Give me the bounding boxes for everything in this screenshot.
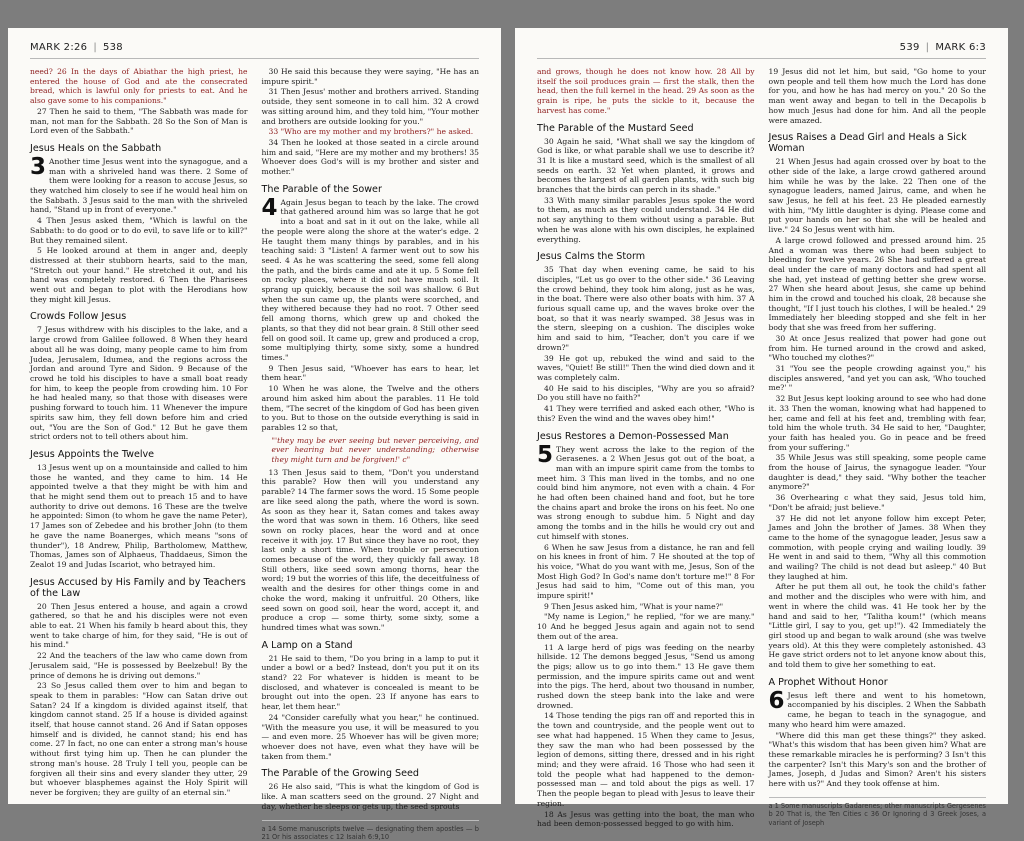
section-heading: Jesus Restores a Demon-Possessed Man: [537, 430, 729, 442]
verse-paragraph: 18 As Jesus was getting into the boat, the man who had been demon-possessed begged to go with him.: [537, 809, 755, 829]
verse-paragraph: 6 When he saw Jesus from a distance, he ran and fell on his knees in front of him. 7 He shouted at the top of his voice, "What do you want with me, Jesus, Son of the Most High God? In God's name don't torture me!" 8 For Jesus had said to him, "Come out of this man, you impure spirit!": [537, 542, 755, 601]
text-column: [30, 67, 248, 797]
verse-paragraph: 9 Then Jesus said, "Whoever has ears to hear, let them hear.": [261, 363, 479, 383]
verse-paragraph: 14 Those tending the pigs ran off and reported this in the town and countryside, and the people went out to see what had happened. 15 When they came to Jesus, they saw the man who had been possessed by the legion of demons, sitting there, dressed and in his right mind; and they were afraid. 16 Those who had seen it told the people what had happened to the demon-possessed man — and told about the pigs as well. 17 Then the people began to plead with Jesus to leave their region.: [537, 711, 755, 808]
chapter-number: 3: [30, 153, 47, 180]
verse-paragraph: 37 He did not let anyone follow him except Peter, James and John the brother of James. 38 When they came to the home of the synagogue leader, Jesus saw a commotion, with people crying and wailing loudly. 39 He went in and said to them, "Why all this commotion and wailing? The child is not dead but asleep." 40 But they laughed at him.: [768, 513, 986, 581]
verse-paragraph: 13 Then Jesus said to them, "Don't you understand this parable? How then will you understand any parable? 14 The farmer sows the word. 15 Some people are like seed along the path, where the word is sown. As soon as they hear it, Satan comes and takes away the word that was sown in them. 16 Others, like seed sown on rocky places, hear the word and at once receive it with joy. 17 But since they have no root, they last only a short time. When trouble or persecution comes because of the word, they quickly fall away. 18 Still others, like seed sown among thorns, hear the word; 19 but the worries of this life, the deceitfulness of wealth and the desires for other things come in and choke the word, making it unfruitful. 20 Others, like seed sown on good soil, hear the word, accept it, and produce a crop — some thirty, some sixty, some a hundred times what was sown.": [261, 467, 479, 632]
verse-paragraph: 41 They were terrified and asked each other, "Who is this? Even the wind and the waves obey him!": [537, 404, 755, 423]
header-reference: MARK 6:3: [935, 41, 986, 53]
verse-paragraph: 30 At once Jesus realized that power had gone out from him. He turned around in the crowd and asked, "Who touched my clothes?": [768, 333, 986, 363]
verse-paragraph: 19 Jesus did not let him, but said, "Go home to your own people and tell them how much the Lord has done for you, and how he has had mercy on you." 20 So the man went away and began to tell in the Decapolis b how much Jesus had done for him. And all the people were amazed.: [768, 67, 986, 125]
verse-paragraph: 39 He got up, rebuked the wind and said to the waves, "Quiet! Be still!" Then the wind died down and it was completely calm.: [537, 353, 755, 382]
verse-paragraph: need? 26 In the days of Abiathar the high priest, he entered the house of God and ate the consecrated bread, which is lawful only for priests to eat. And he also gave some to his companions.": [30, 67, 248, 106]
verse-paragraph: 40 He said to his disciples, "Why are you so afraid? Do you still have no faith?": [537, 383, 755, 403]
verse-paragraph: A large crowd followed and pressed around him. 25 And a woman was there who had been subject to bleeding for twelve years. 26 She had suffered a great deal under the care of many doctors and had spent all she had, yet instead of getting better she grew worse. 27 When she heard about Jesus, she came up behind him in the crowd and touched his cloak, 28 because she thought, "If I just touch his clothes, I will be healed." 29 Immediately her bleeding stopped and she felt in her body that she was freed from her suffering.: [768, 235, 986, 333]
section-heading: A Lamp on a Stand: [261, 639, 353, 651]
chapter-paragraph: [30, 153, 248, 215]
section-heading: Jesus Raises a Dead Girl and Heals a Sick Woman: [768, 132, 967, 155]
verse-paragraph: 11 A large herd of pigs was feeding on the nearby hillside. 12 The demons begged Jesus, "Send us among the pigs; allow us to go into them." 13 He gave them permission, and the impure spirits came out and went into the pigs. The herd, about two thousand in number, rushed down the steep bank into the lake and were drowned.: [537, 642, 755, 710]
verse-paragraph: 35 That day when evening came, he said to his disciples, "Let us go over to the other side." 36 Leaving the crowd behind, they took him along, just as he was, in the boat. There were also other boats with him. 37 A furious squall came up, and the waves broke over the boat, so that it was nearly swamped. 38 Jesus was in the stern, sleeping on a cushion. The disciples woke him and said to him, "Teacher, don't you care if we drown?": [537, 265, 755, 352]
verse-paragraph: 21 He said to them, "Do you bring in a lamp to put it under a bowl or a bed? Instead, don't you put it on its stand? 22 For whatever is hidden is meant to be disclosed, and whatever is concealed is meant to be brought out into the open. 23 If anyone has ears to hear, let them hear.": [261, 653, 479, 712]
verse-paragraph: "My name is Legion," he replied, "for we are many." 10 And he begged Jesus again and again not to send them out of the area.: [537, 612, 755, 641]
section-heading: Jesus Heals on the Sabbath: [30, 142, 162, 154]
verse-paragraph: 20 Then Jesus entered a house, and again a crowd gathered, so that he and his disciples were not even able to eat. 21 When his family b heard about this, they went to take charge of him, for they said, "He is out of his mind.": [30, 601, 248, 650]
verse-text: Again Jesus began to teach by the lake. The crowd that gathered around him was so large that he got into a boat and sat in it out on the lake, while all the people were along the shore at the water's edge. 2 He taught them many things by parables, and in his teaching said: 3 "Listen! A farmer went out to sow his seed. 4 As he was scattering the seed, some fell along the path, and the birds came and ate it up. 5 Some fell on rocky places, where it did not have much soil. It sprang up quickly, because the soil was shallow. 6 But when the sun came up, the plants were scorched, and they withered because they had no root. 7 Other seed fell among thorns, which grew up and choked the plants, so that they did not bear grain. 8 Still other seed fell on good soil. It came up, grew and produced a crop, some multiplying thirty, some sixty, some a hundred times.": [261, 197, 479, 362]
verse-paragraph: 10 When he was alone, the Twelve and the others around him asked him about the parables. 11 He told them, "The secret of the kingdom of God has been given to you. But to those on the outside everything is said in parables 12 so that,: [261, 384, 479, 432]
verse-paragraph: 32 But Jesus kept looking around to see who had done it. 33 Then the woman, knowing what had happened to her, came and fell at his feet and, trembling with fear, told him the whole truth. 34 He said to her, "Daughter, your faith has healed you. Go in peace and be freed from your suffering.": [768, 394, 986, 452]
chapter-number: 6: [768, 687, 785, 714]
verse-paragraph: 13 Jesus went up on a mountainside and called to him those he wanted, and they came to him. 14 He appointed twelve a that they might be with him and that he might send them out to preach 15 and to have authority to drive out demons. 16 These are the twelve he appointed: Simon (to whom he gave the name Peter), 17 James son of Zebedee and his brother John (to them he gave the name Boanerges, which means "sons of thunder"), 18 Andrew, Philip, Bartholomew, Matthew, Thomas, James son of Alphaeus, Thaddaeus, Simon the Zealot 19 and Judas Iscariot, who betrayed him.: [30, 462, 248, 569]
verse-paragraph: and grows, though he does not know how. 28 All by itself the soil produces grain — first the stalk, then the head, then the full kernel in the head. 29 As soon as the grain is ripe, he puts the sickle to it, because the harvest has come.": [537, 67, 755, 115]
verse-paragraph: "Where did this man get these things?" they asked. "What's this wisdom that has been given him? What are these remarkable miracles he is performing? 3 Isn't this the carpenter? Isn't this Mary's son and the brother of James, Joseph, d Judas and Simon? Aren't his sisters here with us?" And they took offense at him.: [768, 730, 986, 789]
section-heading: The Parable of the Growing Seed: [261, 768, 420, 780]
section-heading: Crowds Follow Jesus: [30, 311, 127, 323]
section-heading: Jesus Appoints the Twelve: [30, 448, 155, 460]
section-heading: The Parable of the Mustard Seed: [537, 122, 694, 134]
verse-paragraph: 35 While Jesus was still speaking, some people came from the house of Jairus, the synagogue leader. "Your daughter is dead," they said. "Why bother the teacher anymore?": [768, 453, 986, 492]
page-number: 539: [899, 41, 920, 53]
chapter-number: 4: [261, 194, 278, 221]
left-page: [8, 28, 501, 841]
page-number: 538: [102, 41, 123, 53]
text-column: [768, 67, 987, 827]
verse-paragraph: 23 So Jesus called them over to him and began to speak to them in parables: "How can Satan drive out Satan? 24 If a kingdom is divided against itself, that kingdom cannot stand. 25 If a house is divided against itself, that house cannot stand. 26 And if Satan opposes himself and is divided, he cannot stand; his end has come. 27 In fact, no one can enter a strong man's house without first tying him up. Then he can plunder the strong man's house. 28 Truly I tell you, people can be forgiven all their sins and every slander they utter, 29 but whoever blasphemes against the Holy Spirit will never be forgiven; they are guilty of an eternal sin.": [30, 681, 248, 797]
verse-text: They went across the lake to the region of the Gerasenes. a 2 When Jesus got out of the boat, a man with an impure spirit came from the tombs to meet him. 3 This man lived in the tombs, and no one could bind him anymore, not even with a chain. 4 For he had often been chained hand and foot, but he tore the chains apart and broke the irons on his feet. No one was strong enough to subdue him. 5 Night and day among the tombs and in the hills he would cry out and cut himself with stones.: [537, 444, 755, 541]
verse-paragraph: 34 Then he looked at those seated in a circle around him and said, "Here are my mother and my brothers! 35 Whoever does God's will is my brother and sister and mother.": [261, 137, 479, 177]
chapter-paragraph: [537, 441, 755, 542]
chapter-paragraph: [768, 687, 987, 730]
poetry-quote: "'they may be ever seeing but never perceiving, and ever hearing but never understanding; otherwise they might turn and be forgiven!' c": [271, 435, 479, 465]
verse-paragraph: After he put them all out, he took the child's father and mother and the disciples who were with him, and went in where the child was. 41 He took her by the hand and said to her, "Talitha koum!" (which means "Little girl, I say to you, get up!"). 42 Immediately the girl stood up and began to walk around (she was twelve years old). At this they were completely astonished. 43 He gave strict orders not to let anyone know about this, and told them to give her something to eat.: [768, 582, 986, 670]
verse-paragraph: 30 He said this because they were saying, "He has an impure spirit.": [261, 67, 479, 86]
verse-paragraph: 33 With many similar parables Jesus spoke the word to them, as much as they could understand. 34 He did not say anything to them without using a parable. But when he was alone with his own disciples, he explained everything.: [537, 195, 755, 244]
chapter-number: 5: [537, 441, 554, 468]
verse-paragraph: 7 Jesus withdrew with his disciples to the lake, and a large crowd from Galilee followed. 8 When they heard about all he was doing, many people came to him from Judea, Jerusalem, Idumea, and the regions across the Jordan and around Tyre and Sidon. 9 Because of the crowd he told his disciples to have a small boat ready for him, to keep the people from crowding him. 10 For he had healed many, so that those with diseases were pushing forward to touch him. 11 Whenever the impure spirits saw him, they fell down before him and cried out, "You are the Son of God." 12 But he gave them strict orders not to tell others about him.: [30, 325, 248, 442]
verse-paragraph: 30 Again he said, "What shall we say the kingdom of God is like, or what parable shall we use to describe it? 31 It is like a mustard seed, which is the smallest of all seeds on earth. 32 Yet when planted, it grows and becomes the largest of all garden plants, with such big branches that the birds can perch in its shade.": [537, 136, 755, 195]
verse-text: Another time Jesus went into the synagogue, and a man with a shriveled hand was there. 2 Some of them were looking for a reason to accuse Jesus, so they watched him closely to see if he would heal him on the Sabbath. 3 Jesus said to the man with the shriveled hand, "Stand up in front of everyone.": [30, 156, 248, 215]
verse-paragraph: 27 Then he said to them, "The Sabbath was made for man, not man for the Sabbath. 28 So the Son of Man is Lord even of the Sabbath.": [30, 106, 248, 136]
section-heading: Jesus Accused by His Family and by Teachers of the Law: [30, 576, 246, 599]
verse-paragraph: 5 He looked around at them in anger and, deeply distressed at their stubborn hearts, said to the man, "Stretch out your hand." He stretched it out, and his hand was completely restored. 6 Then the Pharisees went out and began to plot with the Herodians how they might kill Jesus.: [30, 246, 248, 304]
verse-paragraph: 4 Then Jesus asked them, "Which is lawful on the Sabbath: to do good or to do evil, to save life or to kill?" But they remained silent.: [30, 216, 248, 245]
verse-paragraph: 33 "Who are my mother and my brothers?" he asked.: [268, 127, 474, 137]
text-column: [261, 67, 480, 841]
section-heading: Jesus Calms the Storm: [537, 251, 646, 263]
verse-paragraph: 21 When Jesus had again crossed over by boat to the other side of the lake, a large crowd gathered around him while he was by the lake. 22 Then one of the synagogue leaders, named Jairus, came, and when he saw Jesus, he fell at his feet. 23 He pleaded earnestly with him, "My little daughter is dying. Please come and put your hands on her so that she will be healed and live." 24 So Jesus went with him.: [768, 157, 986, 235]
section-heading: A Prophet Without Honor: [768, 676, 888, 688]
verse-paragraph: 9 Then Jesus asked him, "What is your name?": [544, 601, 724, 611]
text-column: [537, 67, 755, 829]
right-page: [515, 28, 1008, 829]
running-header: MARK 2:26 | 538: [30, 40, 479, 59]
verse-paragraph: 31 Then Jesus' mother and brothers arrived. Standing outside, they sent someone in to call him. 32 A crowd was sitting around him, and they told him, "Your mother and brothers are outside looking for you.": [261, 87, 479, 126]
footnotes: a 14 Some manuscripts twelve — designating them apostles — b 21 Or his associates c 12 Isaiah 6:9,10: [262, 820, 480, 841]
verse-paragraph: 24 "Consider carefully what you hear," he continued. "With the measure you use, it will be measured to you — and even more. 25 Whoever has will be given more; whoever does not have, even what they have will be taken from them.": [261, 712, 479, 761]
header-reference: MARK 2:26: [30, 41, 88, 53]
section-heading: The Parable of the Sower: [261, 183, 382, 195]
running-header: 539 | MARK 6:3: [537, 40, 986, 59]
verse-text: Jesus left there and went to his hometown, accompanied by his disciples. 2 When the Sabbath came, he began to teach in the synagogue, and many who heard him were amazed.: [768, 690, 986, 729]
chapter-paragraph: [261, 194, 480, 363]
verse-paragraph: 22 And the teachers of the law who came down from Jerusalem said, "He is possessed by Beelzebul! By the prince of demons he is driving out demons.": [30, 651, 248, 680]
footnotes: a 1 Some manuscripts Gadarenes; other manuscripts Gergesenes b 20 That is, the Ten Cities c 36 Or Ignoring d 3 Greek Joses, a variant of Joseph: [769, 797, 987, 827]
verse-paragraph: 26 He also said, "This is what the kingdom of God is like. A man scatters seed on the ground. 27 Night and day, whether he sleeps or gets up, the seed sprouts: [261, 782, 479, 811]
verse-paragraph: 36 Overhearing c what they said, Jesus told him, "Don't be afraid; just believe.": [768, 493, 986, 512]
verse-paragraph: 31 "You see the people crowding against you," his disciples answered, "and yet you can ask, 'Who touched me?' ": [768, 363, 986, 393]
